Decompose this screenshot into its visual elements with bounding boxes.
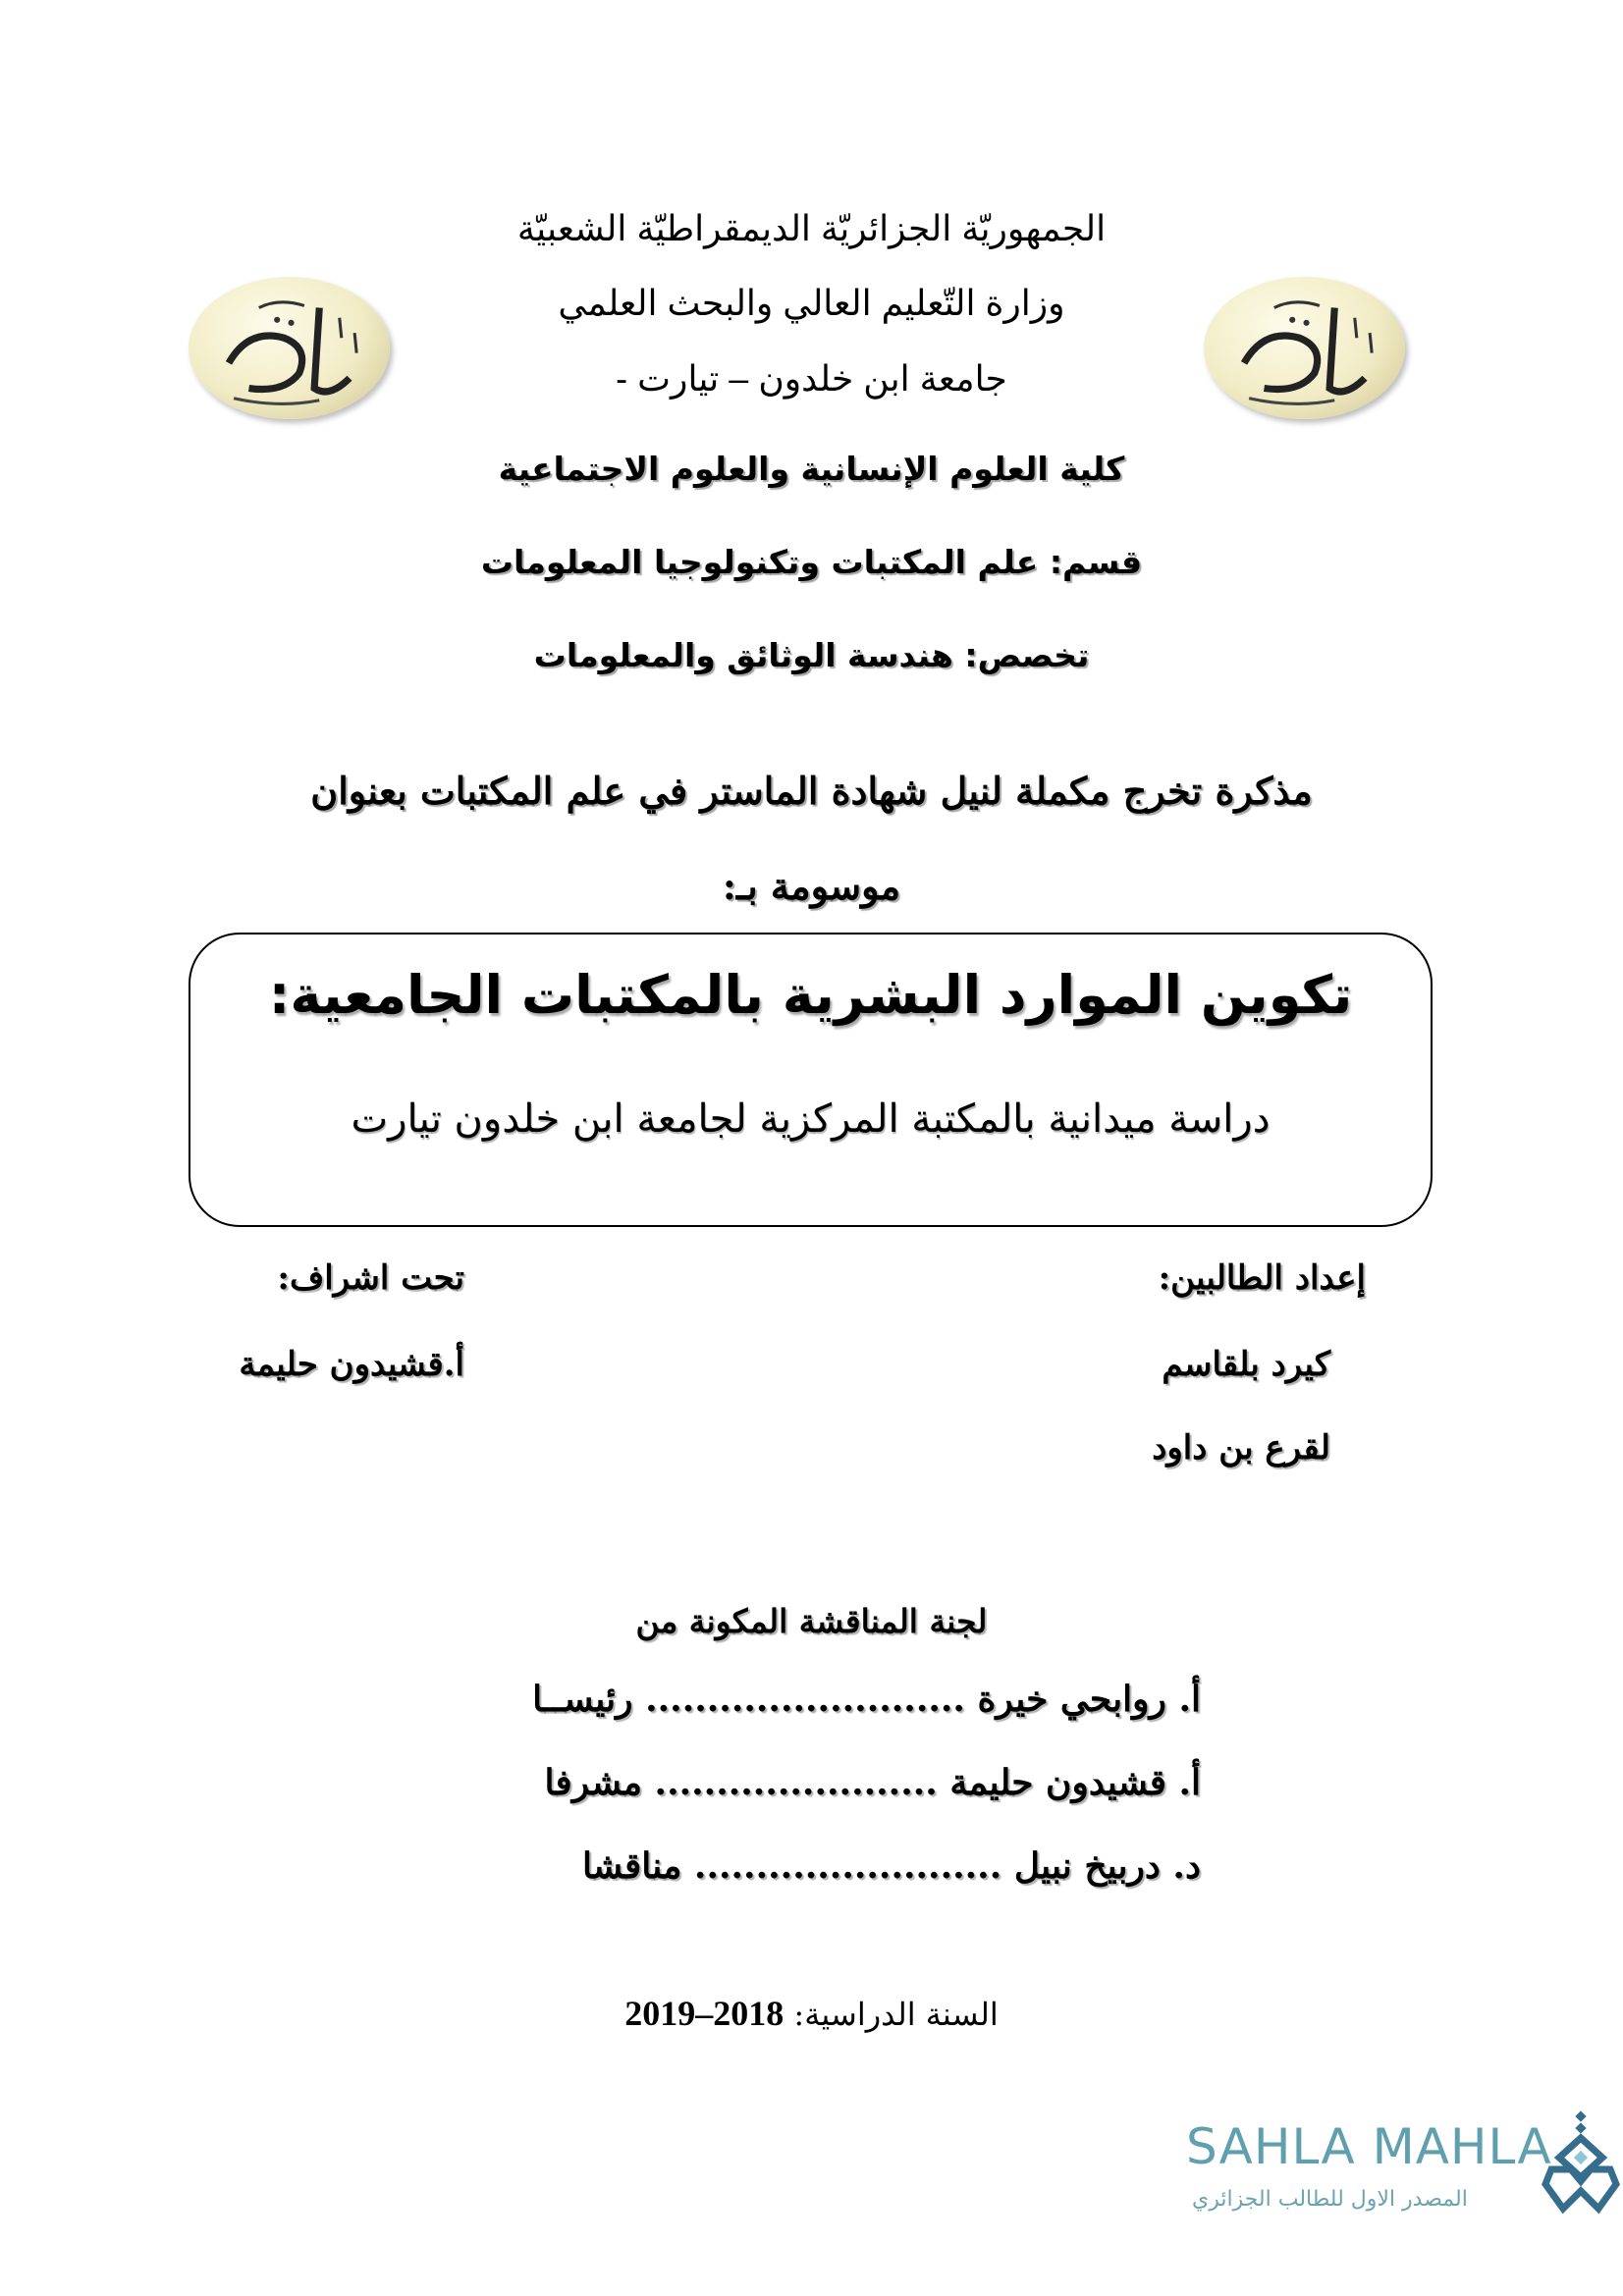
jury-member-name: أ. قشيدون حليمة	[949, 1762, 1201, 1803]
jury-member-name: د. دربيخ نبيل	[1013, 1845, 1201, 1887]
watermark-brand: SAHLA MAHLA	[1186, 2118, 1552, 2175]
specialty-name: تخصص: هندسة الوثائق والمعلومات	[533, 636, 1090, 674]
memo-intro: مذكرة تخرج مكملة لنيل شهادة الماستر في علم المكتبات بعنوان	[310, 769, 1313, 813]
jury-member-name: أ. روابحي خيرة	[977, 1679, 1201, 1720]
watermark-tagline: المصدر الاول للطالب الجزائري	[1192, 2187, 1468, 2212]
academic-year	[0, 1993, 1623, 2034]
department-name: قسم: علم المكتبات وتكنولوجيا المعلومات	[480, 543, 1143, 581]
supervisor-name: أ.قشيدون حليمة	[239, 1345, 464, 1384]
jury-member-row	[532, 1679, 1201, 1720]
jury-dots: .........................	[693, 1845, 1002, 1887]
sahla-mahla-watermark	[1178, 2110, 1620, 2238]
jury-dots: .......................	[654, 1762, 938, 1803]
jury-member-row	[582, 1845, 1201, 1887]
jury-member-role: مشرفا	[544, 1762, 642, 1803]
ministry-name: وزارة التّعليم العالي والبحث العلمي	[558, 283, 1065, 323]
sahla-mahla-logo-icon	[1542, 2110, 1620, 2218]
academic-year-label: السنة الدراسية:	[793, 1996, 999, 2033]
university-name: جامعة ابن خلدون – تيارت -	[616, 358, 1007, 399]
jury-title: لجنة المناقشة المكونة من	[635, 1602, 988, 1640]
student-name-2: لقرع بن داود	[1152, 1428, 1330, 1468]
thesis-subtitle: دراسة ميدانية بالمكتبة المركزية لجامعة ابن خلدون تيارت	[351, 1096, 1271, 1142]
thesis-main-title: تكوين الموارد البشرية بالمكتبات الجامعية:	[268, 964, 1353, 1026]
memo-titled-label: موسومة بـ:	[722, 864, 901, 908]
academic-year-value: 2018–2019	[624, 1994, 784, 2033]
thesis-title-box	[189, 933, 1433, 1227]
supervisor-label: تحت اشراف:	[277, 1258, 464, 1298]
jury-member-row	[545, 1762, 1201, 1803]
students-label: إعداد الطالبين:	[1158, 1258, 1366, 1298]
jury-member-role: مناقشا	[581, 1845, 682, 1887]
jury-dots: ..........................	[645, 1679, 965, 1720]
jury-member-role: رئيســا	[532, 1679, 633, 1720]
republic-name: الجمهوريّة الجزائريّة الديمقراطيّة الشعبيّة	[516, 208, 1107, 248]
faculty-name: كلية العلوم الإنسانية والعلوم الاجتماعية	[498, 450, 1125, 488]
student-name-1: كيرد بلقاسم	[1162, 1345, 1330, 1384]
